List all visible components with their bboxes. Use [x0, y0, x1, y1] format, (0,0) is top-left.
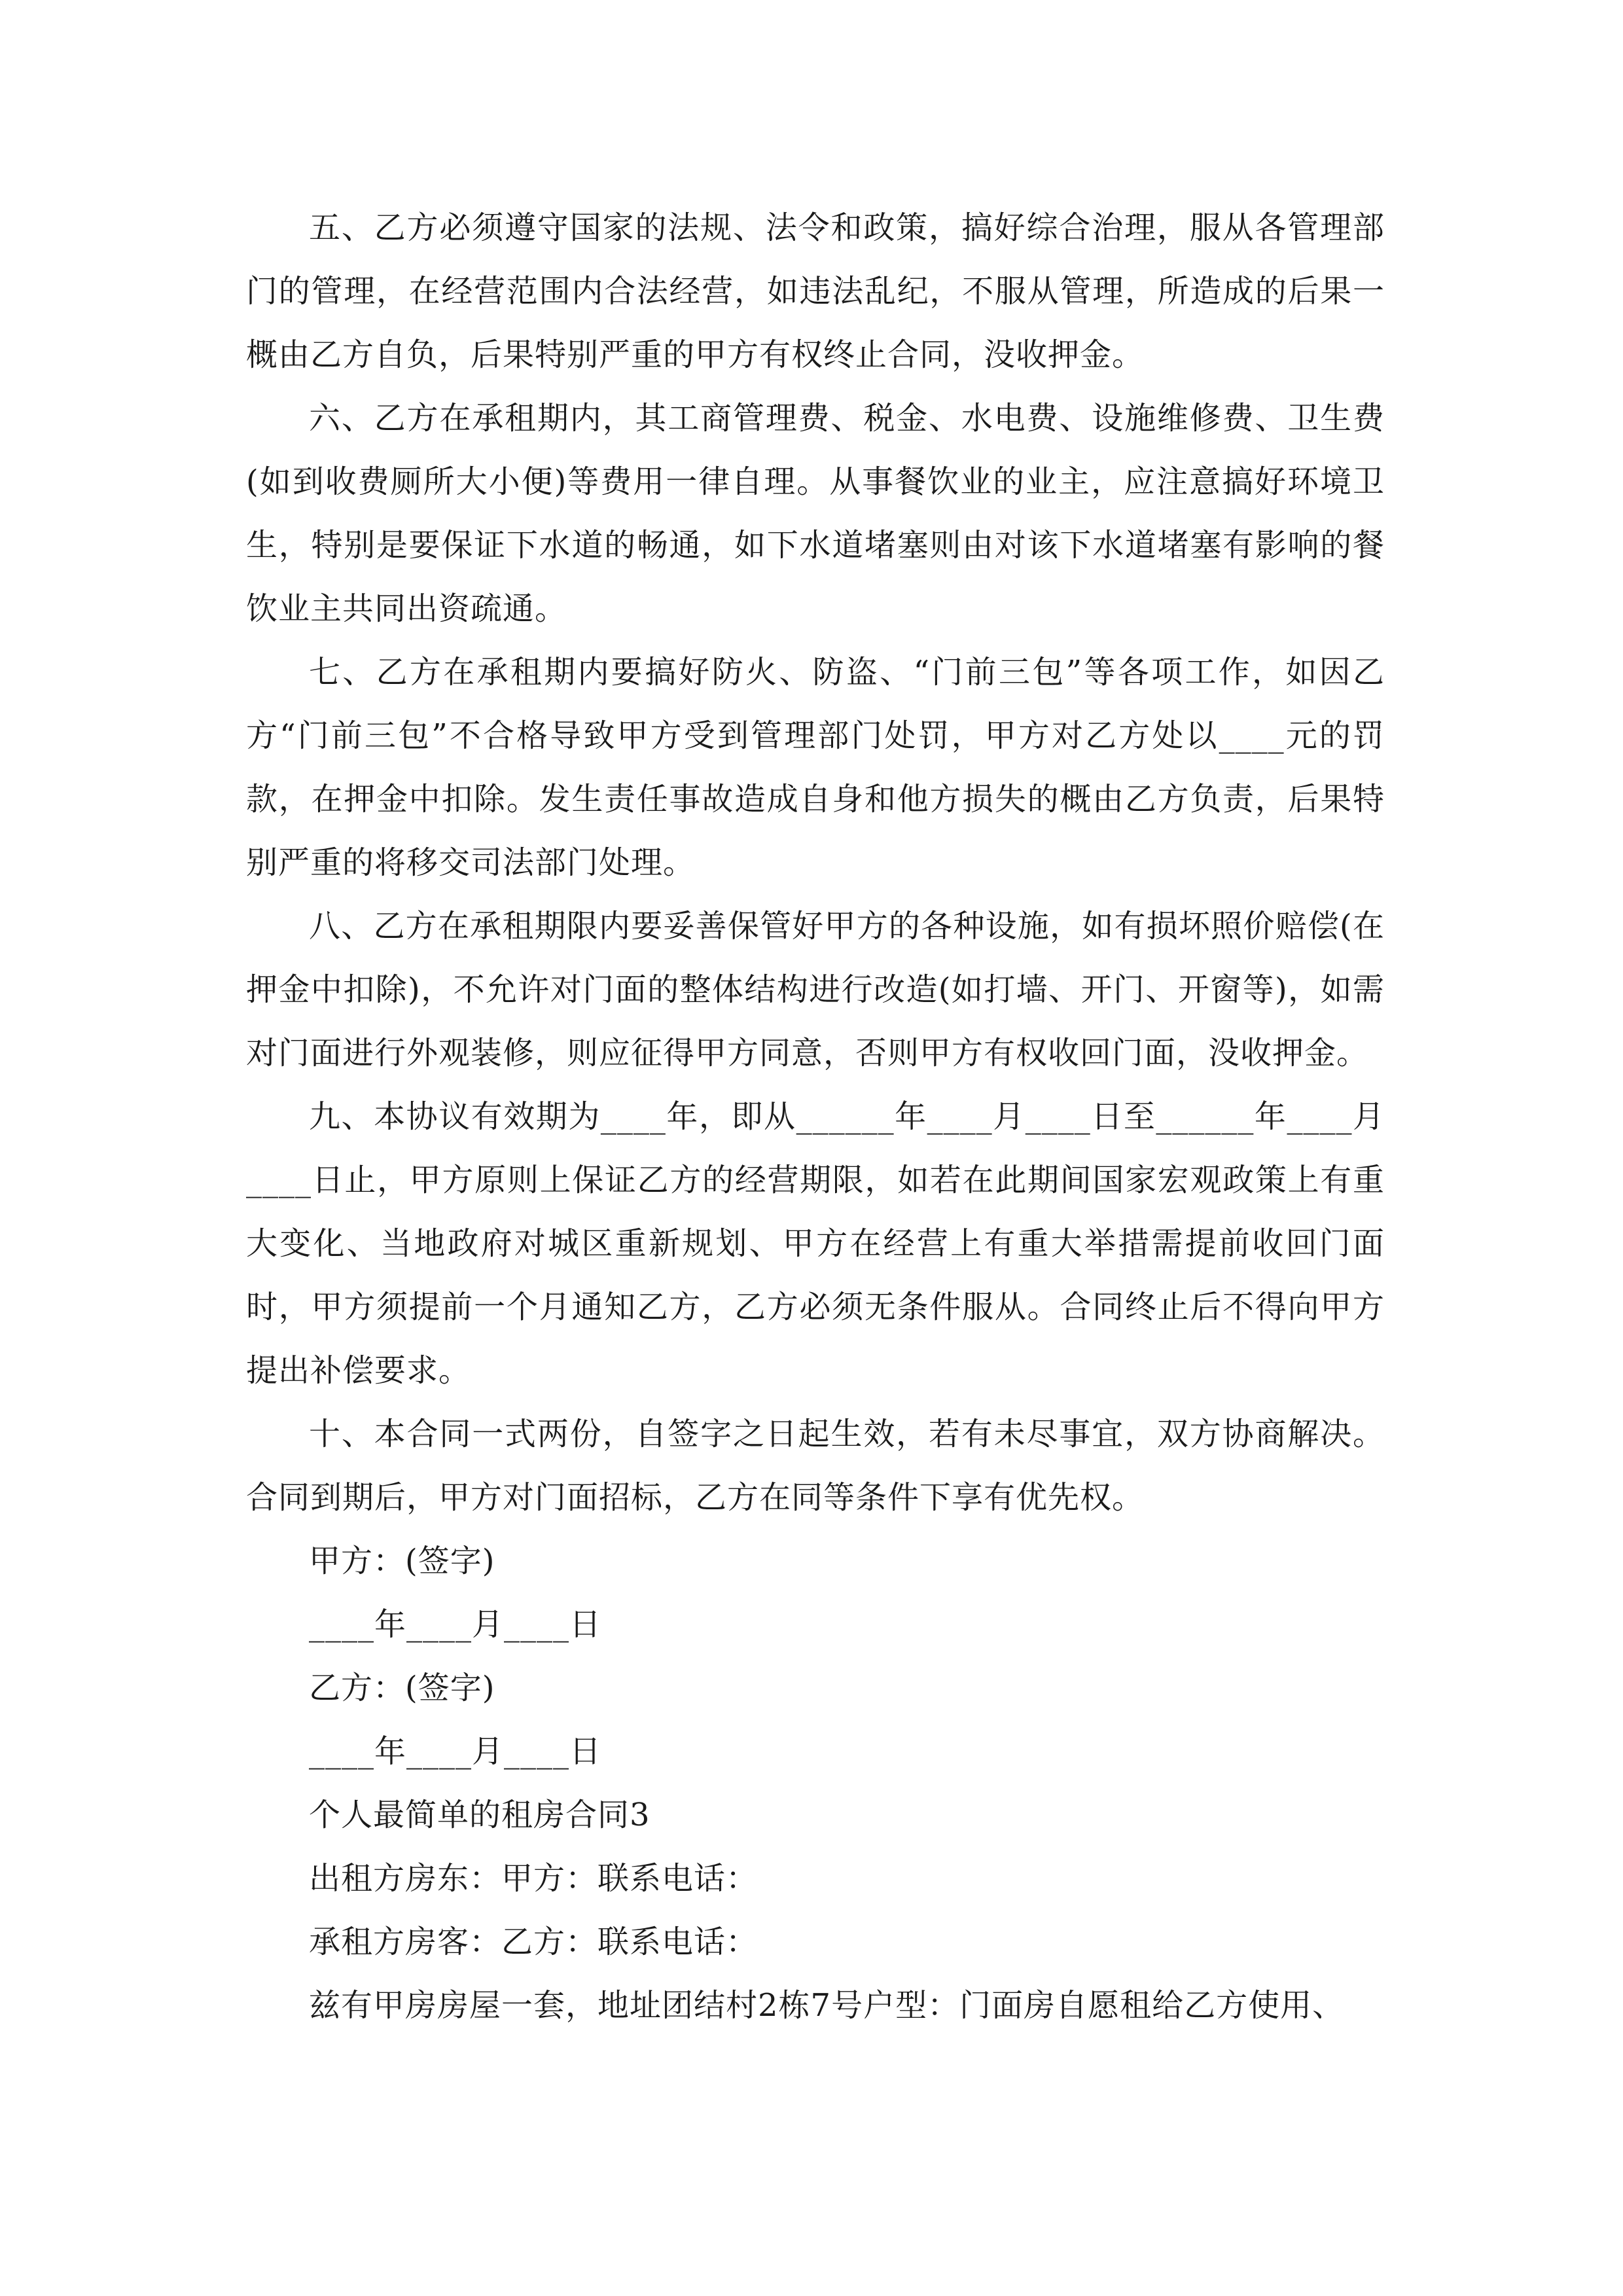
- document-page: [246, 196, 1385, 2037]
- clause-7: 七、乙方在承租期内要搞好防火、防盗、“门前三包”等各项工作，如因乙方“门前三包”不合格导致甲方受到管理部门处罚，甲方对乙方处以____元的罚款，在押金中扣除。发生责任事故造成自身和他方损失的概由乙方负责，后果特别严重的将移交司法部门处理。: [246, 654, 1385, 881]
- party-a-date: ____年____月____日: [309, 1606, 602, 1643]
- tenant-line: 承租方房客：乙方：联系电话：: [309, 1924, 758, 1960]
- party-a-signature: 甲方：(签字): [309, 1543, 495, 1579]
- clause-8: 八、乙方在承租期限内要妥善保管好甲方的各种设施，如有损坏照价赔偿(在押金中扣除)，不允许对门面的整体结构进行改造(如打墙、开门、开窗等)，如需对门面进行外观装修，则应征得甲方同意，否则甲方有权收回门面，没收押金。: [246, 908, 1385, 1071]
- landlord-line: 出租方房东：甲方：联系电话：: [309, 1860, 758, 1897]
- party-b-date: ____年____月____日: [309, 1733, 602, 1770]
- clause-9: 九、本协议有效期为____年，即从______年____月____日至______年____月____日止，甲方原则上保证乙方的经营期限，如若在此期间国家宏观政策上有重大变化、当地政府对城区重新规划、甲方在经营上有重大举措需提前收回门面时，甲方须提前一个月通知乙方，乙方必须无条件服从。合同终止后不得向甲方提出补偿要求。: [246, 1098, 1385, 1389]
- party-b-signature: 乙方：(签字): [309, 1670, 495, 1706]
- clause-10: 十、本合同一式两份，自签字之日起生效，若有未尽事宜，双方协商解决。合同到期后，甲方对门面招标，乙方在同等条件下享有优先权。: [246, 1416, 1385, 1516]
- clause-5: 五、乙方必须遵守国家的法规、法令和政策，搞好综合治理，服从各管理部门的管理，在经营范围内合法经营，如违法乱纪，不服从管理，所造成的后果一概由乙方自负，后果特别严重的甲方有权终止合同，没收押金。: [246, 209, 1385, 373]
- clause-6: 六、乙方在承租期内，其工商管理费、税金、水电费、设施维修费、卫生费(如到收费厕所大小便)等费用一律自理。从事餐饮业的业主，应注意搞好环境卫生，特别是要保证下水道的畅通，如下水道堵塞则由对该下水道堵塞有影响的餐饮业主共同出资疏通。: [246, 400, 1385, 627]
- section-title: 个人最简单的租房合同3: [309, 1797, 651, 1833]
- property-intro: 兹有甲房房屋一套，地址团结村2栋7号户型：门面房自愿租给乙方使用、: [309, 1987, 1345, 2024]
